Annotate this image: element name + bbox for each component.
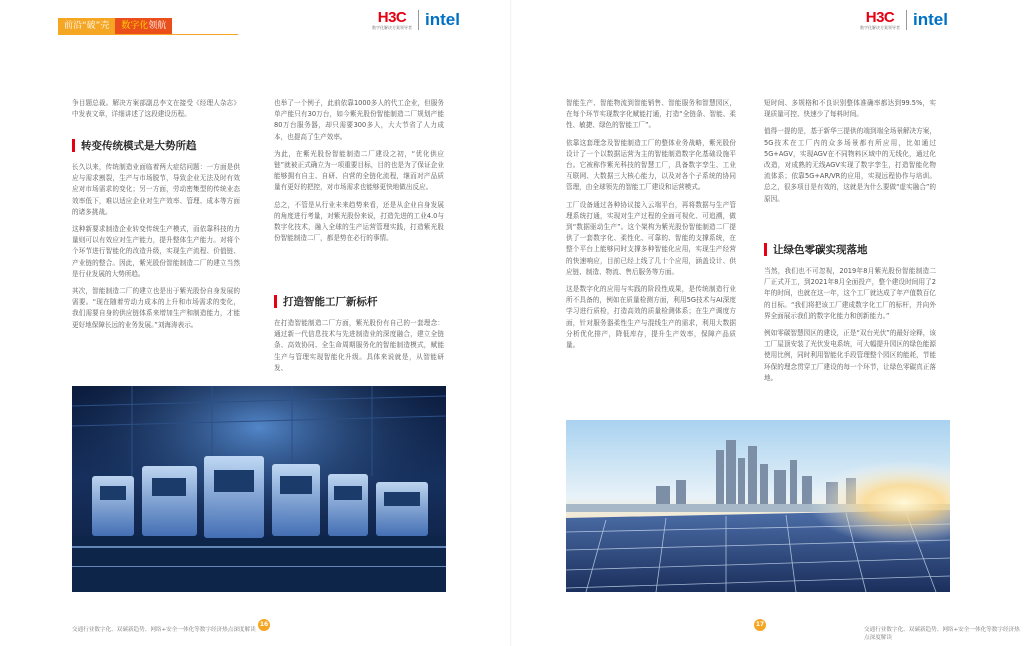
- section-heading: [274, 294, 378, 309]
- logo-divider: [906, 10, 907, 30]
- right-col2-body: [764, 266, 936, 390]
- logo-divider: [418, 10, 419, 30]
- h3c-logo: [372, 10, 412, 30]
- page-number-left: 16: [258, 619, 270, 631]
- factory-scene-graphic: [72, 386, 446, 592]
- paragraph: 其次，智能制造二厂的建立也是出于紫光股份自身发展的需要。“现在随着劳动力成本的上升和市场需求的变化，我们需要自身的供应链体系来增加生产和制造能力，才能更好地保障长远的业务发展。”刘海涛表示。: [72, 287, 240, 329]
- intel-logo: intel: [425, 10, 460, 29]
- h3c-logo-text: H3C: [865, 9, 895, 26]
- paragraph: 依靠这套理念及智能制造工厂的整体业务战略，紫光股份设计了一个以数据运营为主的智能制造数字化基础设施平台。它被称作紫光科技的智慧工厂，具备数字孪生、工业互联网、大数据三大核心能力，以及对各个子系统的协同管理，由全球领先的智能工厂建设和运营模式。: [566, 138, 736, 192]
- paragraph: 智能生产、智能物流到智能销售、智能服务和智慧园区，在每个环节实现数字化赋能打通，打造“全链条、智能、柔性、敏捷、绿色的智能工厂”。: [566, 99, 736, 130]
- heading-bar: [764, 243, 767, 256]
- section-heading: [72, 138, 197, 153]
- h3c-logo-text: H3C: [377, 9, 407, 26]
- right-col2-top: [764, 98, 936, 211]
- paragraph: 为此，在紫光股份智能制造二厂建设之初，“优化供应链”就被正式确立为一项重要目标，目的也是为了保证企业能够拥有自主、自研、自营的全链化流程，继而对产品质量有更好的把控，对市场需求也能够更快地做出反应。: [274, 149, 444, 192]
- paragraph: 当然，我们也不可忽视，2019年8月紫光股份智能制造二厂正式开工，到2021年8月全面投产，整个建设时间用了2年的时间，也就在这一年，这个工厂就达成了年产值数百亿的目标。“我们将把该工厂建成数字化工厂的标杆，并向外界全面展示我们的数字化能力和创新能力。”: [764, 267, 936, 320]
- intel-logo: intel: [913, 10, 948, 29]
- header-logos-left: [372, 10, 460, 30]
- footer-text-left: 交通行业数字化、双碳新趋势、网络+安全一体化等数字经济热点深度解读: [72, 627, 256, 633]
- factory-image: [72, 386, 446, 592]
- heading-text: 让绿色零碳实现落地: [773, 244, 868, 256]
- solar-scene-graphic: [566, 420, 950, 592]
- tab-primary: 前沿“破”壳: [58, 18, 115, 34]
- paragraph: 总之，不管是从行业未来趋势来看，还是从企业自身发展的角度进行考量，对紫光股份来说，打造先进的工业4.0与数字化技术，融入全球的生产运营管理实践，打造紫光股份智能制造二厂，都是势在必行的事情。: [274, 200, 444, 243]
- h3c-tagline: 数字化解决方案领导者: [372, 25, 412, 30]
- paragraph: 这是数字化的应用与实践的阶段性成果，是传统制造行业所不具备的，例如在质量检测方面，利用5G技术与AI深度学习进行质检，打造高效的质量检测体系；在生产调度方面，针对服务器柔性生产与混线生产的需求，利用大数据分析优化排产，降低库存，提升生产效率，保障产品质量。: [566, 285, 736, 350]
- paragraph: 在打造智能制造二厂方面，紫光股份有自己的一套理念：通过新一代信息技术与先进制造业的深度融合，建立全链条、高效协同、全生命周期服务化的智能制造模式，赋能生产与管理实现智能化升级。具体来说就是，从智能研发、: [274, 319, 444, 372]
- left-col1-intro: [72, 98, 240, 126]
- paragraph: 短时间、多规格和不良识别整体准确率都达到99.5%，实现质量可控、快速少了每料时间。: [764, 99, 936, 119]
- tab-secondary-highlight: 数字化: [121, 21, 149, 31]
- left-col1-body: [72, 162, 240, 337]
- paragraph: 也举了一个例子，此前依靠1000多人的代工企业，但服务单产能只有30万台，如今紫光股份智能制造二厂规划产能80万台服务器，却只需要300多人，大大节省了人力成本，也提高了生产效率。: [274, 99, 444, 141]
- right-col1-body: [566, 98, 736, 357]
- paragraph: 值得一提的是，基于新华三提供的端到端全场景解决方案，5G技术在工厂内的众多场景都有所应用，比如通过5G+AGV，实现AGV在不同物料区域中的无线化，通过化改造，对成熟的无线AGV实现了数字孪生，打造智能化物流体系；依靠5G+AR/VR的应用，实现远程协作与培训。总之，很多项目是有效的，这就是为什么要做“虚实融合”的原因。: [764, 127, 936, 203]
- paragraph: 工厂设备通过各种协议接入云端平台，再将数据与生产管理系统打通，实现对生产过程的全面可视化、可追溯，做到“数据驱动生产”。这个架构为紫光股份智能制造二厂提供了一套数字化、柔性化、可靠的、智能的支撑系统，在整个平台上能够同时支撑多种智能化应用，实现生产经营的快速响应，目前已经上线了几十个应用，涵盖设计、供应链、制造、物流、售后服务等方面。: [566, 200, 736, 276]
- header-logos-right: [860, 10, 948, 30]
- page-number-right: 17: [754, 619, 766, 631]
- header-rule: [58, 34, 238, 35]
- left-col2-top: [274, 98, 444, 250]
- heading-text: 转变传统模式是大势所趋: [81, 140, 197, 152]
- h3c-logo: [860, 10, 900, 30]
- paragraph: 这种新要求制造企业转变传统生产模式，而依靠科技的力量则可以有效应对生产能力，提升整体生产能力。对将个个环节进行智能化的改造升级，实现生产流程、价值链、产业链的整合。因此，紫光股份智能制造二厂的建立当然是行业发展的大势所趋。: [72, 225, 240, 278]
- section-heading: [764, 242, 868, 257]
- paragraph: 例如零碳智慧园区的建设，正是“双台光伏”的最好诠释，该工厂屋顶安装了光伏发电系统，可大幅提升园区的绿色能源使用比例，同时利用智能化手段管理整个园区的能耗，节能环保的理念贯穿工厂建设的每一个环节，让绿色零碳真正落地。: [764, 329, 936, 382]
- paragraph: 长久以来，传统制造业面临着两大症结问题：一方面是供应与需求割裂，生产与市场脱节，导致企业无法及时有效应对市场需求的变化；另一方面，劳动密集型的传统业态效率低下，难以适应企业对生产效率、管理、成本等方面的诸多挑战。: [72, 163, 240, 216]
- right-page: [512, 0, 1024, 646]
- h3c-tagline: 数字化解决方案领导者: [860, 25, 900, 30]
- left-col2-body: [274, 318, 444, 380]
- tab-secondary-rest: 领航: [148, 21, 167, 31]
- paragraph: 争目题总裁。解决方案部副总李文在接受《经理人杂志》中发表文章，详细讲述了这段建设历程。: [72, 99, 240, 119]
- section-tabs: [58, 18, 172, 34]
- heading-bar: [274, 295, 277, 308]
- footer-text-right: 交通行业数字化、双碳新趋势、网络+安全一体化等数字经济热点深度解读: [864, 627, 1020, 641]
- heading-bar: [72, 139, 75, 152]
- tab-secondary: [115, 18, 172, 34]
- solar-image: [566, 420, 950, 592]
- heading-text: 打造智能工厂新标杆: [283, 296, 378, 308]
